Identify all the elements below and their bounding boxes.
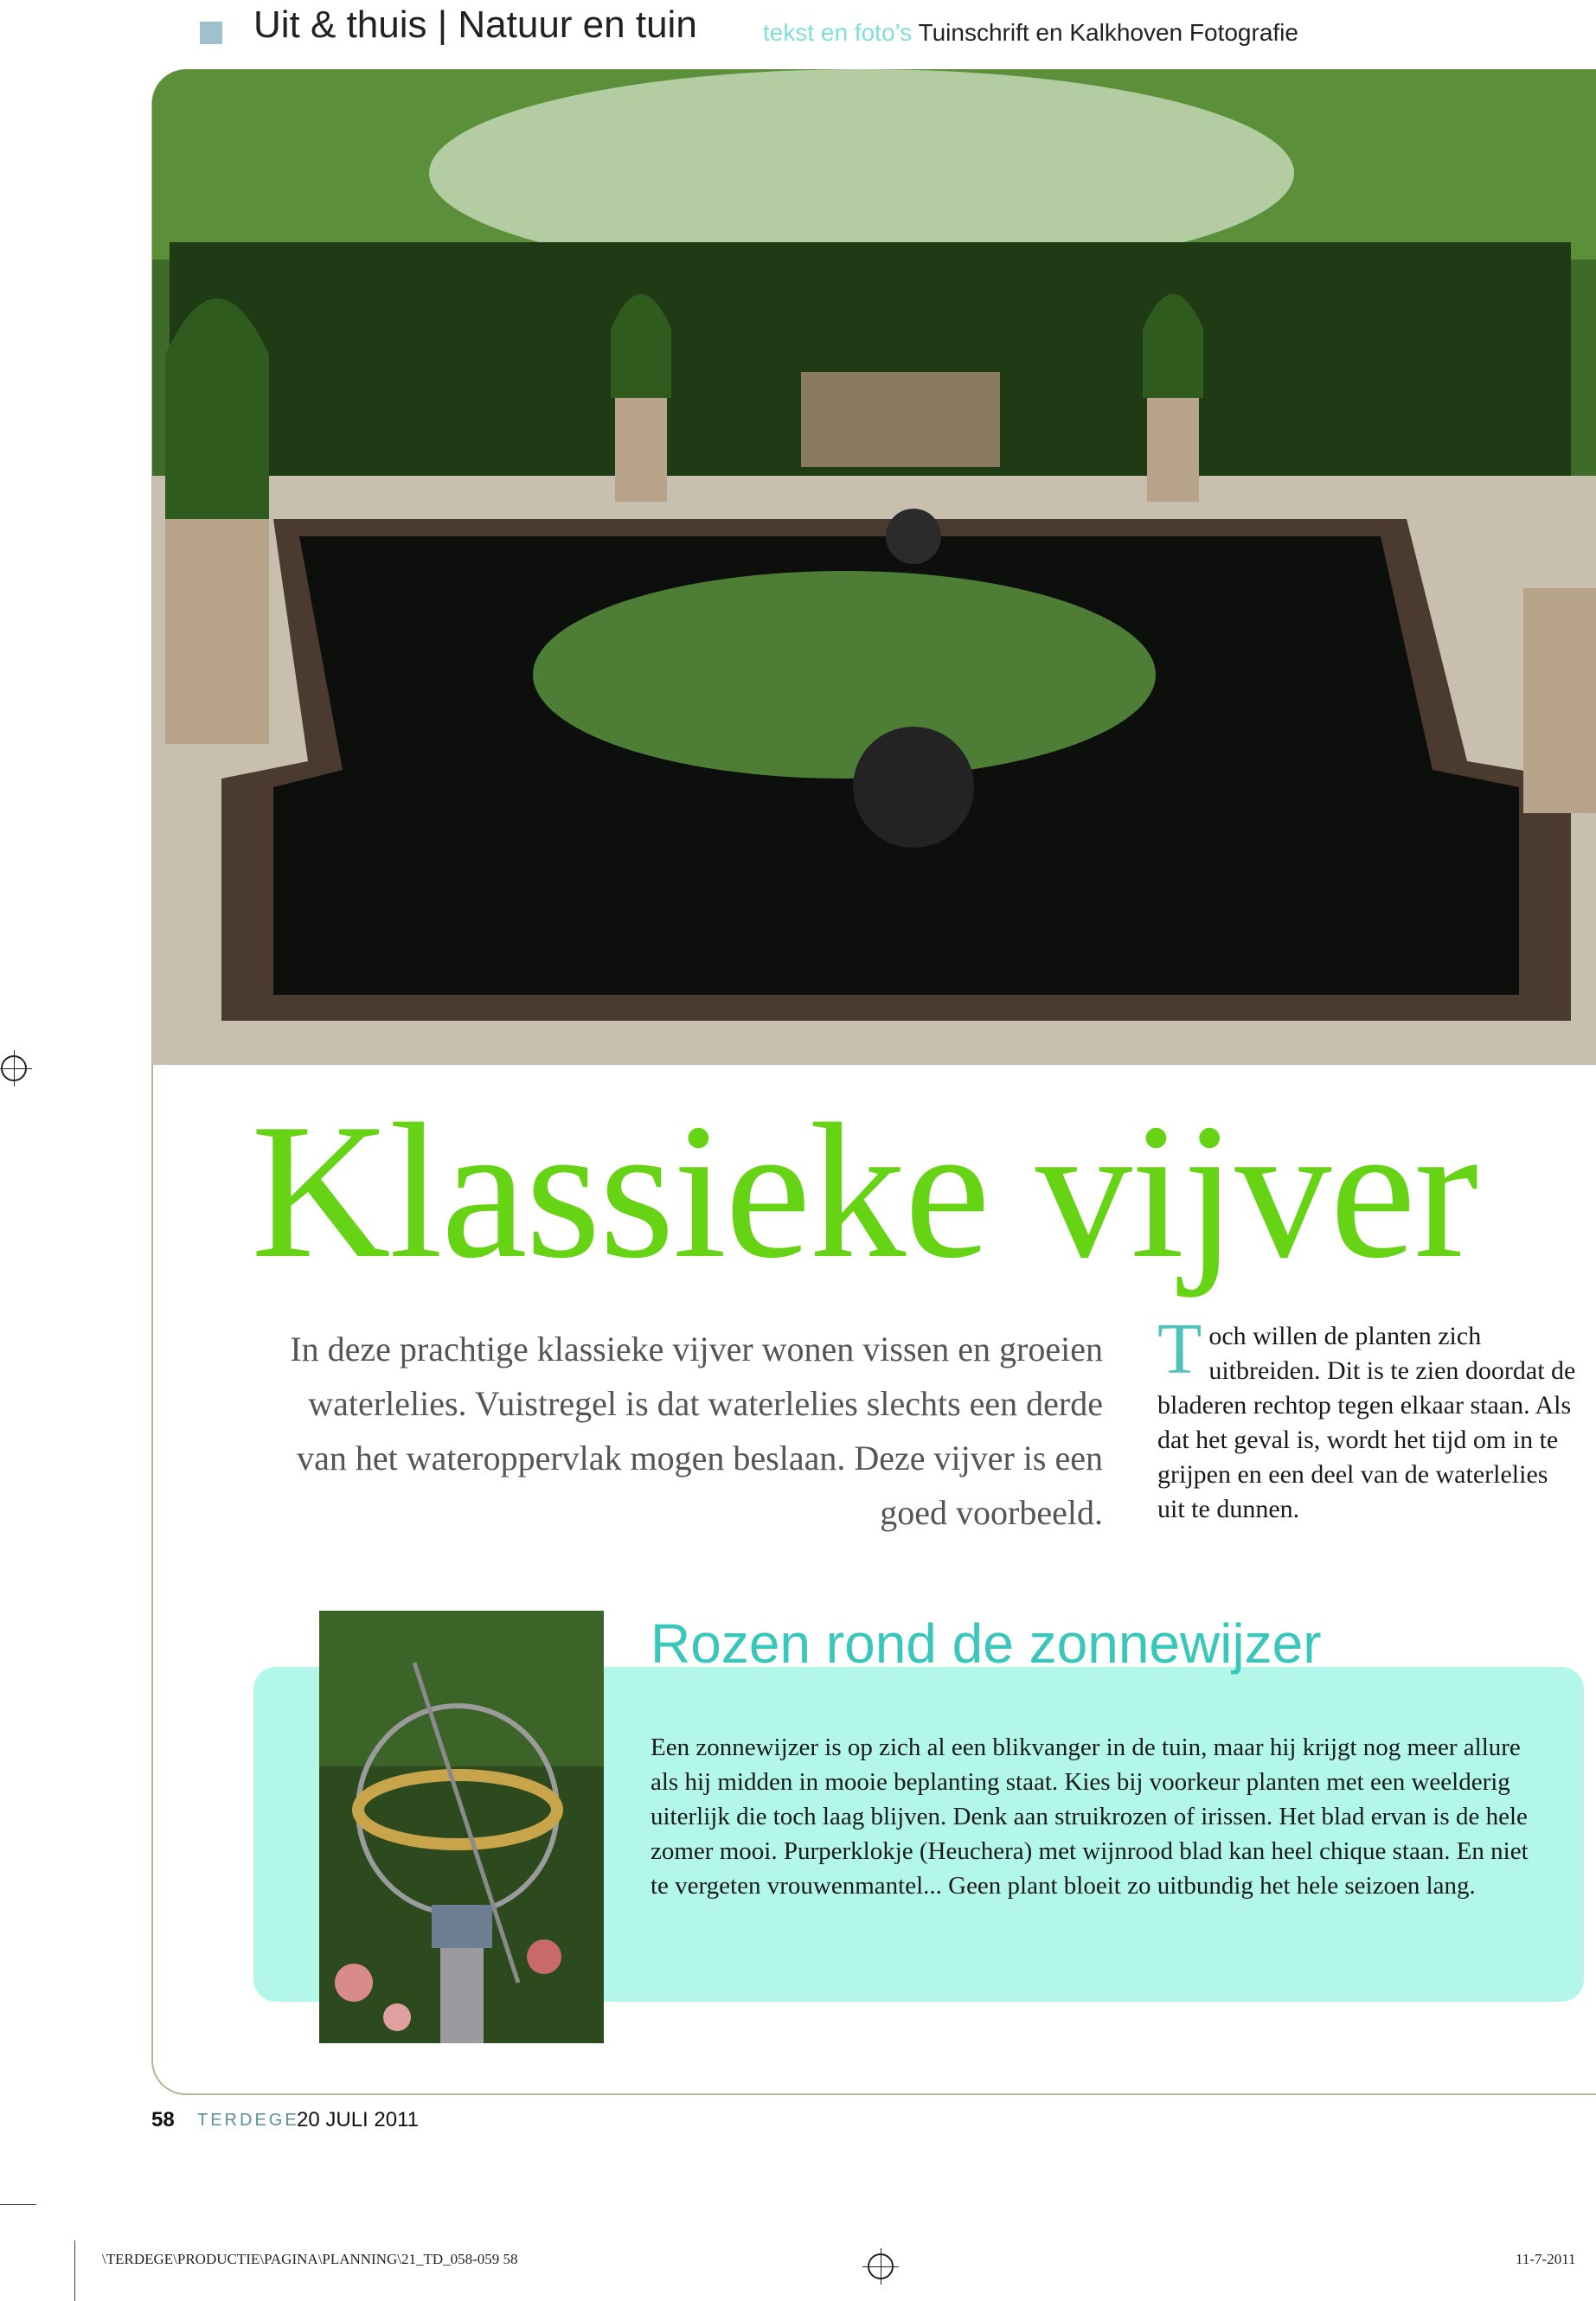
section-marker bbox=[200, 22, 222, 44]
issue-date: 20 JULI 2011 bbox=[297, 2108, 419, 2131]
pond-photo bbox=[152, 69, 1596, 1065]
credit-names: Tuinschrift en Kalkhoven Fotografie bbox=[918, 19, 1298, 46]
crop-mark bbox=[0, 2204, 36, 2205]
magazine-name: TERDEGE bbox=[197, 2111, 299, 2130]
registration-mark-left bbox=[1, 1055, 27, 1081]
article-body-text: och willen de planten zich uitbreiden. Dit is te zien doordat de bladeren rechtop tegen elkaar staan. Als dat het geval is, wordt het tijd om in te grijpen en een deel van de waterlelies uit te dunnen. bbox=[1157, 1322, 1576, 1523]
photo-credit bbox=[763, 19, 1298, 47]
credit-label: tekst en foto’s bbox=[763, 19, 913, 46]
registration-mark-bottom bbox=[868, 2253, 894, 2279]
page-number: 58 bbox=[151, 2108, 175, 2131]
crop-mark bbox=[74, 2240, 75, 2301]
drop-cap: T bbox=[1157, 1309, 1202, 1389]
production-slug: \TERDEGE\PRODUCTIE\PAGINA\PLANNING\21_TD_058-059 58 bbox=[102, 2251, 518, 2267]
article-body bbox=[1157, 1309, 1581, 1527]
sundial-photo bbox=[319, 1611, 604, 2043]
sidebar-text: Een zonnewijzer is op zich al een blikvanger in de tuin, maar hij krijgt nog meer allure als hij midden in mooie beplanting staat. Kies bij voorkeur planten met een weelderig uiterlijk die toch laag blijven. Denk aan struikrozen of irissen. Het blad ervan is de hele zomer mooi. Purperklokje (Heuchera) met wijnrood blad kan heel chique staan. En niet te vergeten vrouwenmantel... Geen plant bloeit zo uitbundig het hele seizoen lang. bbox=[651, 1734, 1529, 1900]
sidebar-title: Rozen rond de zonnewijzer bbox=[651, 1612, 1322, 1675]
article-title: Klassieke vijver bbox=[251, 1084, 1477, 1298]
section-title: Uit & thuis | Natuur en tuin bbox=[253, 3, 697, 46]
article-intro: In deze prachtige klassieke vijver wonen vissen en groeien waterlelies. Vuistregel is dat waterlelies slechts een derde van het wateroppervlak mogen beslaan. Deze vijver is een goed voorbeeld. bbox=[290, 1330, 1103, 1532]
production-date: 11-7-2011 bbox=[1516, 2251, 1576, 2267]
